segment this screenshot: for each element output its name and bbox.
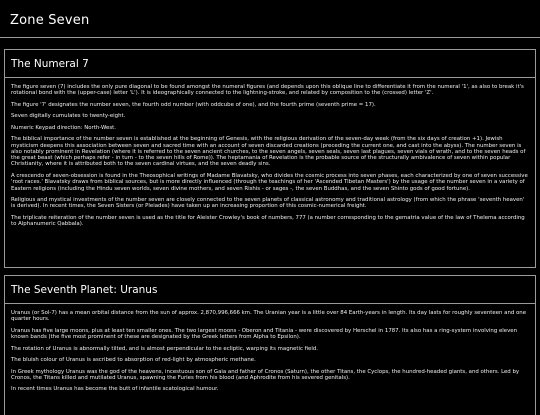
paragraph: The figure '7' designates the number seven, the fourth odd number (with oddcube of one), and the fourth prime (seventh prime = 17). [11, 101, 376, 108]
section-seventh-planet [4, 275, 536, 415]
paragraph: The bluish colour of Uranus is ascribed to absorption of red-light by atmospheric methane. [11, 357, 256, 364]
section-numeral-7 [4, 49, 536, 268]
page-title: Zone Seven [10, 13, 90, 28]
section-body [11, 84, 529, 233]
section-divider [5, 303, 535, 304]
paragraph: Uranus (or Sol-7) has a mean orbital distance from the sun of approx. 2,870,996,666 km. The Uranian year is a little over 84 Earth-years in length. Its day lasts for roughly seventeen and one quarter hours. [11, 310, 527, 323]
paragraph: The biblical importance of the number seven is established at the beginning of Genesis, with the religious derivation of the seven-day week (from the six days of creation +1). Jewish mysticism deepens this association between seven and sacred time with an account of seven discarded creations (preceding the current one, and cast into the abyss). The number seven is also notably prominent in Revelation (where it is referred to the seven ancient churches, to the seven angels, seven seals, seven last plagues, seven vials of wrath, and to the seven heads of the great beast (which perhaps refer - in turn - to the seven hills of Rome)). The heptamania of Revelation is the probable source of the structurally ambivalence of seven within popular Christianity, where it is attributed both to the seven cardinal virtues, and the seven deadly sins. [11, 136, 526, 168]
paragraph: In recent times Uranus has become the butt of infantile scatological humour. [11, 386, 219, 393]
section-title: The Seventh Planet: Uranus [11, 284, 158, 296]
section-divider [5, 77, 535, 78]
page-header [0, 0, 540, 38]
paragraph: Numeric Keypad direction: North-West. [11, 124, 116, 131]
section-body [11, 310, 529, 398]
paragraph: The rotation of Uranus is abnormally tilted, and is almost perpendicular to the ecliptic, warping its magnetic field. [11, 345, 319, 352]
section-title: The Numeral 7 [11, 58, 89, 70]
paragraph: Uranus has five large moons, plus at least ten smaller ones. The two largest moons - Oberon and Titania - were discovered by Herschel in 1787. Its also has a ring-system involving eleven known bands (the five most prominent of these are designated by the Greek letters from Alpha to Epsilon). [11, 327, 518, 341]
paragraph: The figure seven (7) includes the only pure diagonal to be found amongst the numeral figures (and depends upon this oblique line to differentiate it from the numeral '1', as also to break it's rotational bond with the (upper-case) letter 'L'). It is ideographically connected to the lightning-stroke, and related by composition to the (crossed) letter 'Z'. [11, 84, 524, 97]
paragraph: In Greek mythology Uranus was the god of the heavens, incestuous son of Gaia and father of Cronos (Saturn), the other Titans, the Cyclops, the hundred-headed giants, and others. Led by Cronos, the Titans killed and mutilated Uranus, spawning the Furies from his blood (and Aphrodite from his severed genitals). [11, 368, 520, 381]
paragraph: Religious and mystical investments of the number seven are closely connected to the seven planets of classical astronomy and traditional astrology (from which the phrase 'seventh heaven' is derived). In recent times, the Seven Sisters (or Pleiades) have taken up an increasing proportion of this cosmic-numerical freight. [11, 196, 525, 210]
paragraph: Seven digitally cumulates to twenty-eight. [11, 113, 126, 120]
paragraph: A crescendo of seven-obsession is found in the Theosophical writings of Madame Blavatsky, who divides the cosmic process into seven phases, each characterized by one of seven successive 'root races.' Blavatsky draws from biblical sources, but is more directly influenced (through the teachings of her 'Ascended Tibetan Masters') by the usage of the number seven in a variety of Eastern religions (including the Hindu seven worlds, seven divine mothers, and seven Rishis - or sages -, the seven Buddhas, and the seven Shinto gods of good fortune). [11, 172, 528, 192]
paragraph: The triplicate reiteration of the number seven is used as the title for Aleister Crowley's book of numbers, 777 (a number corresponding to the gematria value of the law of Thelema according to Alphanumeric Qabbala). [11, 214, 525, 228]
